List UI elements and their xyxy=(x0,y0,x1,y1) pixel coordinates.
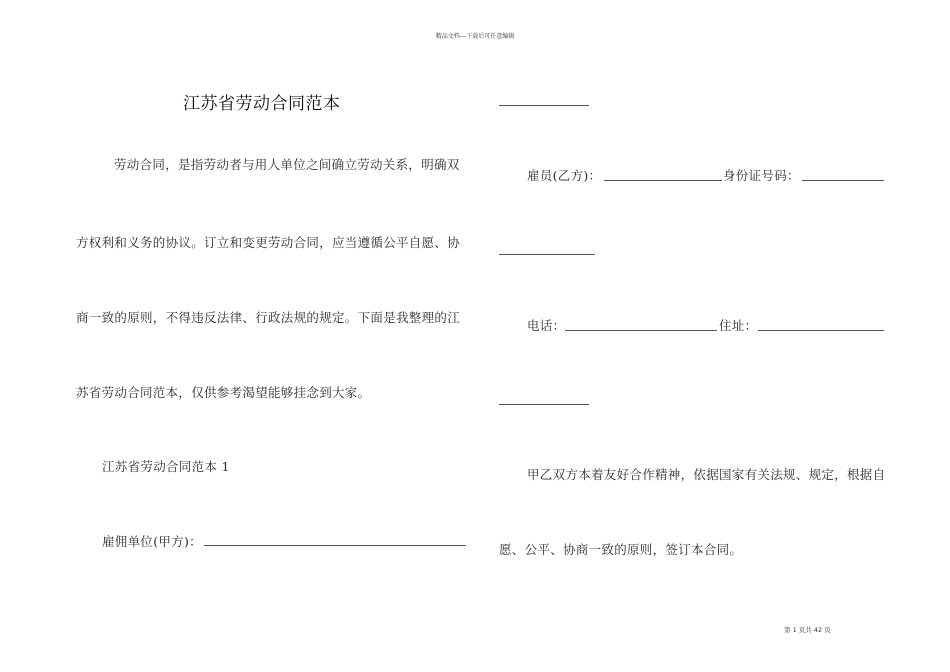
agreement-line-1: 甲乙双方本着友好合作精神，依据国家有关法规、规定，根据自 xyxy=(527,467,886,482)
intro-line-1: 劳动合同，是指劳动者与用人单位之间确立劳动关系，明确双 xyxy=(114,157,460,172)
employee-label: 雇员(乙方)： xyxy=(527,168,602,183)
document-title: 江苏省劳动合同范本 xyxy=(183,94,341,114)
id-number-blank-line-continued xyxy=(499,254,595,255)
employee-blank-line xyxy=(604,180,722,181)
id-number-label: 身份证号码： xyxy=(723,168,800,183)
section-heading: 江苏省劳动合同范本 1 xyxy=(102,459,230,474)
address-blank-line-continued xyxy=(499,404,589,405)
employer-label: 雇佣单位(甲方)： xyxy=(102,534,202,549)
phone-label: 电话： xyxy=(527,318,566,333)
address-blank-line xyxy=(758,330,884,331)
phone-blank-line xyxy=(565,330,717,331)
employer-blank-line xyxy=(204,545,466,546)
intro-line-2: 方权利和义务的协议。订立和变更劳动合同，应当遵循公平自愿、协 xyxy=(76,235,461,250)
page-number: 第 1 页共 42 页 xyxy=(784,626,831,634)
header-note: 精品文档---下载后可任意编辑 xyxy=(435,33,515,40)
agreement-line-2: 愿、公平、协商一致的原则，签订本合同。 xyxy=(499,542,743,557)
blank-line-top xyxy=(499,105,589,106)
id-number-blank-line xyxy=(802,180,884,181)
intro-line-4: 苏省劳动合同范本，仅供参考渴望能够挂念到大家。 xyxy=(76,385,371,400)
address-label: 住址： xyxy=(719,318,758,333)
intro-line-3: 商一致的原则，不得违反法律、行政法规的规定。下面是我整理的江 xyxy=(76,310,461,325)
